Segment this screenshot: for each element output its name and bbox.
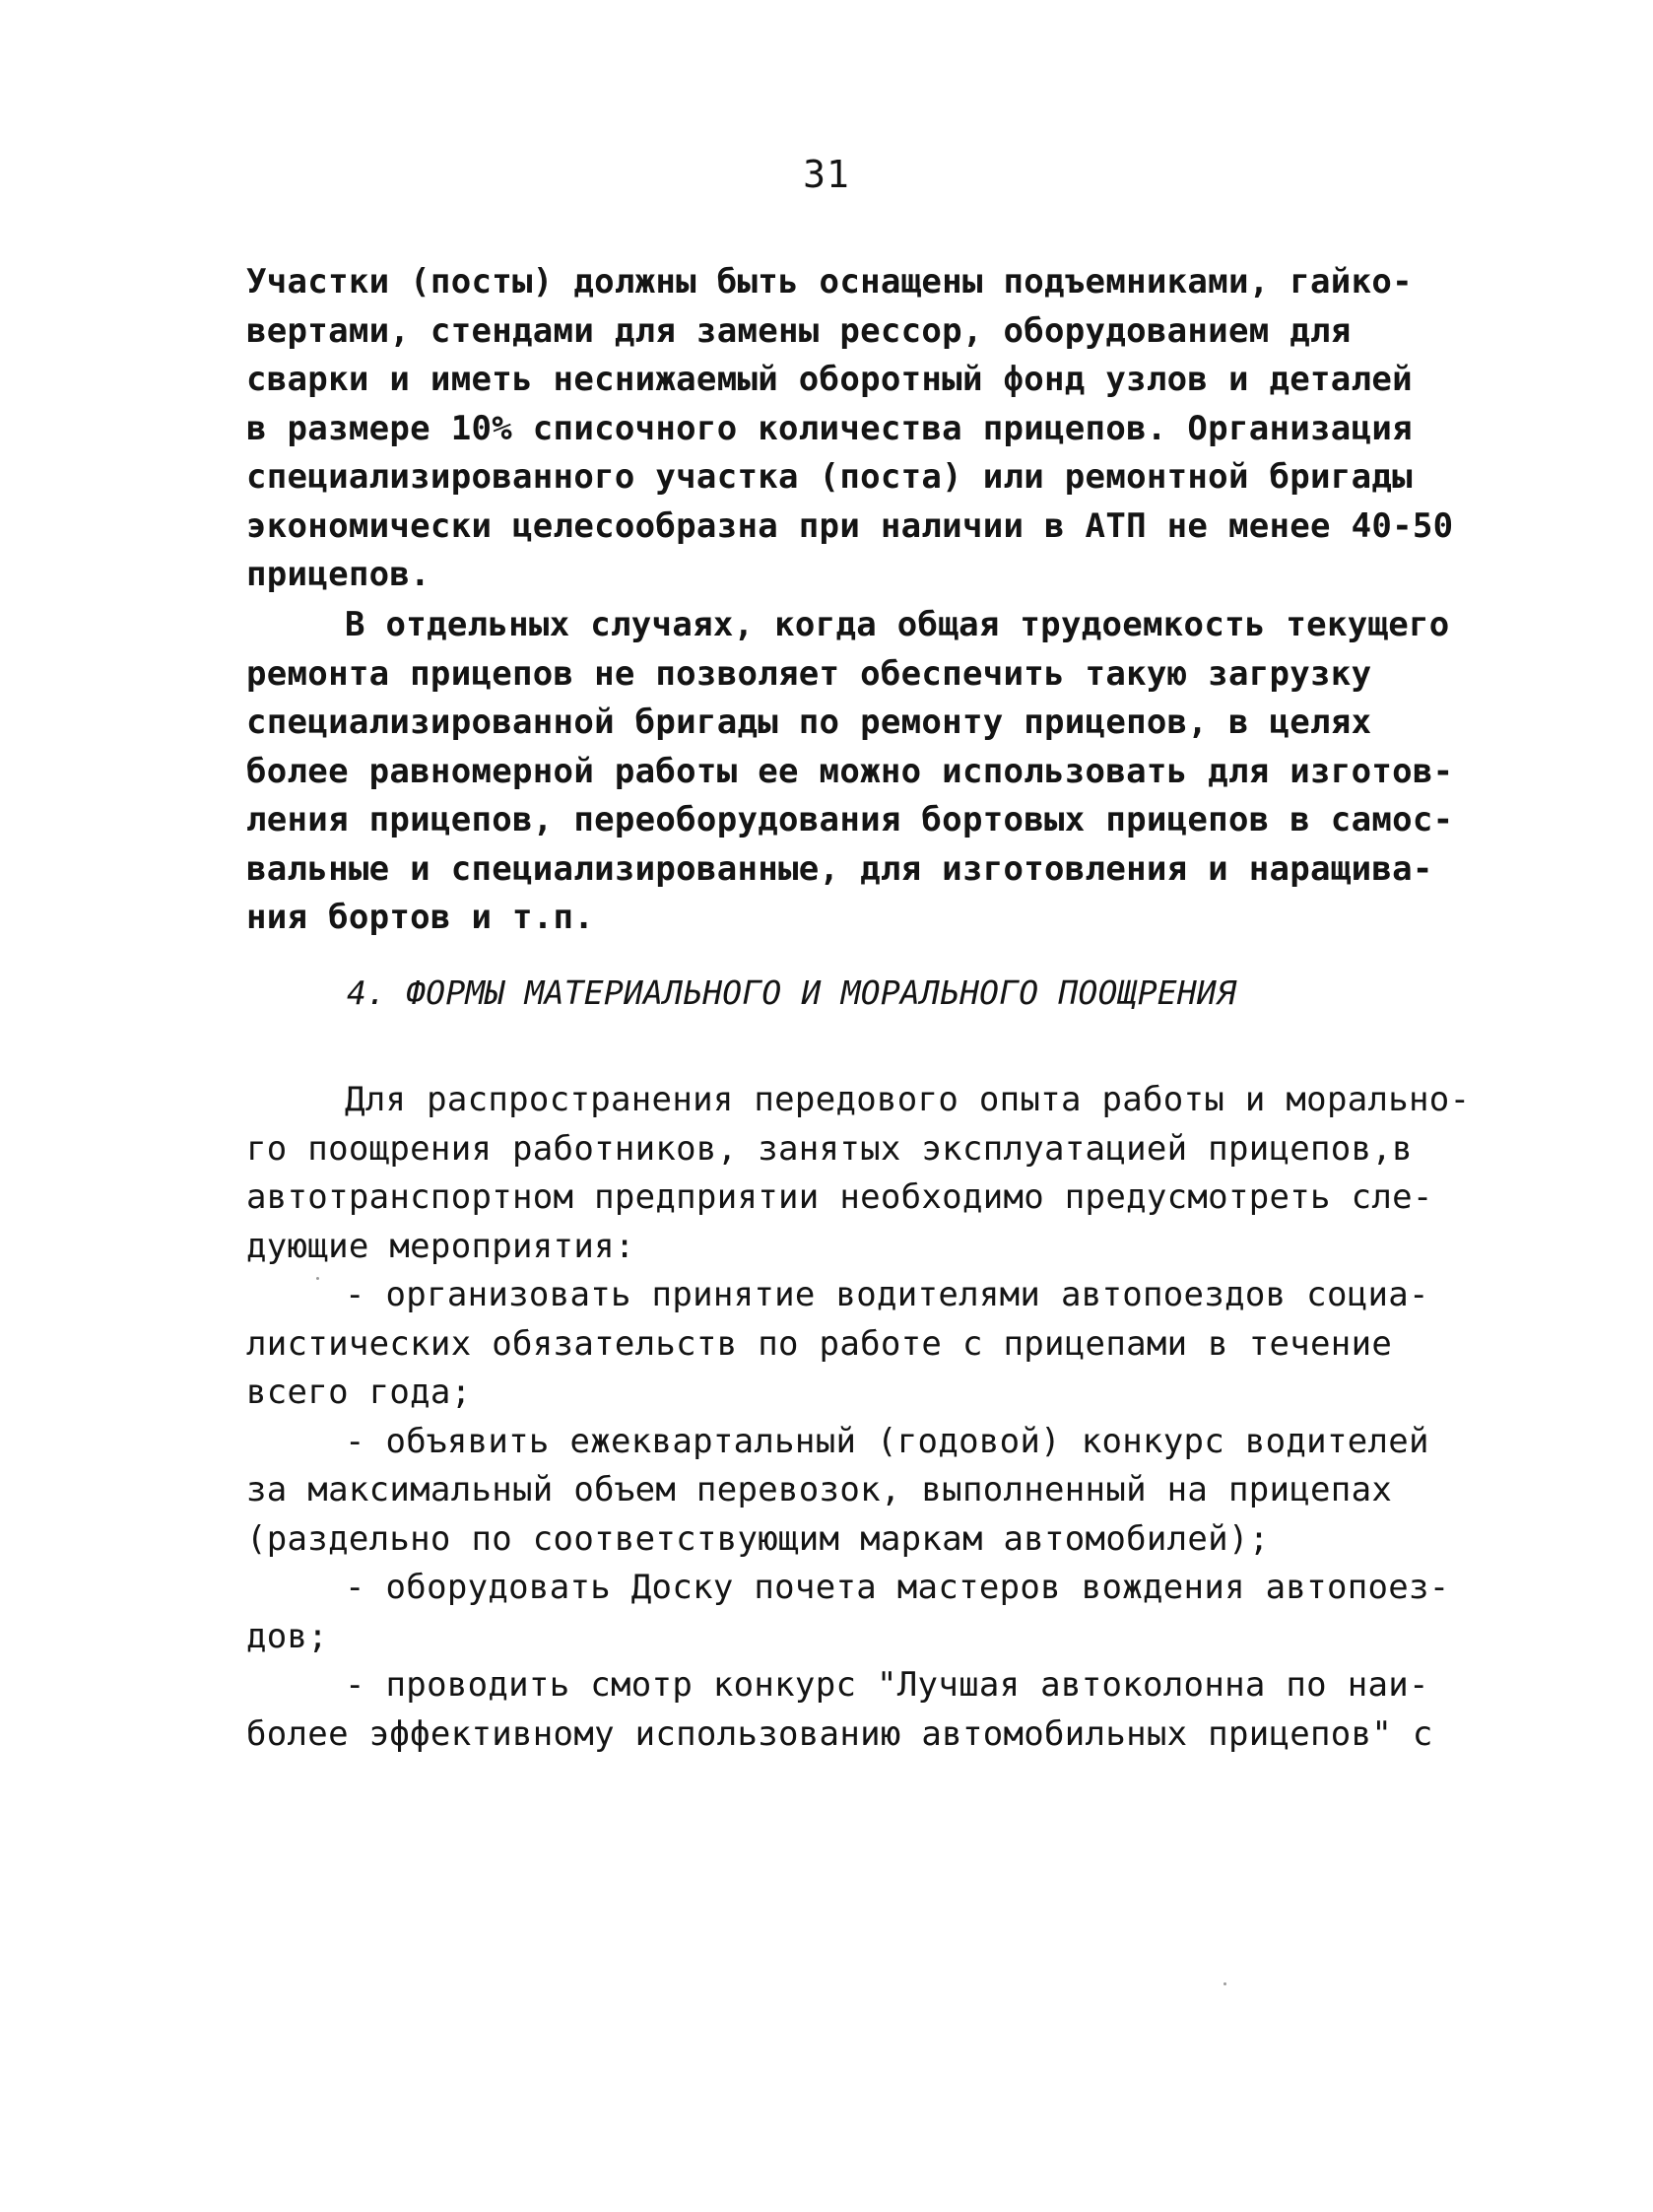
text-line: дов; — [246, 1616, 329, 1656]
paragraph-incentives — [246, 1076, 1471, 1759]
list-item: - организовать принятие водителями автопоездов социа- — [345, 1275, 1429, 1314]
text-line: ления прицепов, переоборудования бортовых прицепов в самос- — [246, 800, 1454, 839]
text-line: (раздельно по соответствующим маркам автомобилей); — [246, 1518, 1270, 1559]
list-item: - объявить ежеквартальный (годовой) конкурс водителей — [345, 1421, 1429, 1461]
text-line: более эффективному использованию автомобильных прицепов" с — [246, 1713, 1433, 1754]
text-line: Для распространения передового опыта работы и морально- — [345, 1080, 1471, 1119]
text-line: прицепов. — [246, 555, 430, 594]
text-line: более равномерной работы ее можно использовать для изготов- — [246, 751, 1454, 791]
text-line: автотранспортном предприятии необходимо предусмотреть сле- — [246, 1177, 1433, 1217]
text-line: листических обязательств по работе с прицепами в течение — [246, 1323, 1393, 1364]
paragraph-equipment — [246, 258, 1468, 600]
text-line: дующие мероприятия: — [246, 1226, 635, 1266]
text-line: ния бортов и т.п. — [246, 898, 595, 937]
text-line: ремонта прицепов не позволяет обеспечить такую загрузку — [246, 653, 1372, 694]
paragraph-special-cases — [246, 601, 1468, 943]
scan-speck — [316, 1277, 319, 1280]
text-line: вертами, стендами для замены рессор, оборудованием для — [246, 310, 1352, 351]
text-line: экономически целесообразна при наличии в АТП не менее 40-50 — [246, 505, 1454, 546]
text-line: всего года; — [246, 1373, 472, 1412]
page-number: 31 — [803, 153, 850, 196]
text-line: за максимальный объем перевозок, выполненный на прицепах — [246, 1470, 1393, 1509]
text-line: специализированного участка (поста) или ремонтной бригады — [246, 457, 1413, 497]
text-line: сварки и иметь неснижаемый оборотный фонд узлов и деталей — [246, 360, 1413, 399]
text-line: в размере 10% списочного количества прицепов. Организация — [246, 408, 1413, 448]
text-line: вальные и специализированные, для изготовления и наращива- — [246, 848, 1433, 889]
list-item: - проводить смотр конкурс "Лучшая автоколонна по наи- — [345, 1665, 1429, 1705]
text-line: В отдельных случаях, когда общая трудоемкость текущего — [345, 605, 1450, 644]
text-line: го поощрения работников, занятых эксплуатацией прицепов,в — [246, 1128, 1413, 1169]
scan-speck — [1223, 1982, 1226, 1985]
section-heading: 4. ФОРМЫ МАТЕРИАЛЬНОГО И МОРАЛЬНОГО ПООЩРЕНИЯ — [347, 973, 1237, 1012]
text-line: Участки (посты) должны быть оснащены подъемниками, гайко- — [246, 262, 1413, 302]
list-item: - оборудовать Доску почета мастеров вождения автопоез- — [345, 1568, 1450, 1607]
text-line: специализированной бригады по ремонту прицепов, в целях — [246, 703, 1372, 742]
